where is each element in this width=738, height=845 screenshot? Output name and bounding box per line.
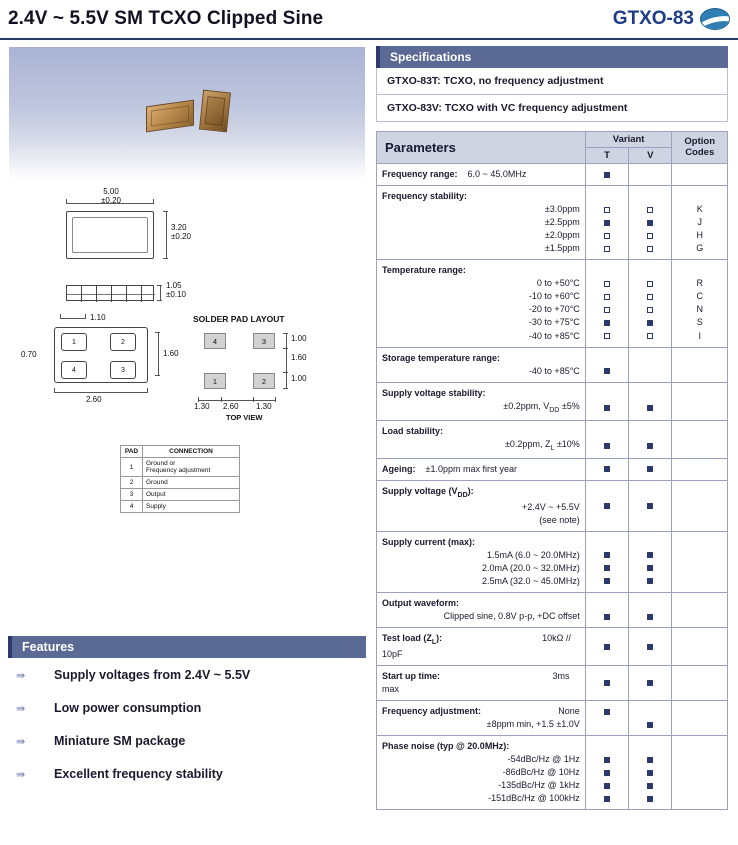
features-section: [8, 636, 366, 781]
spec-value-t: [585, 260, 628, 347]
spec-param-output-waveform: Output waveform: Clipped sine, 0.8V p-p, +DC offset: [377, 592, 586, 627]
features-list: [8, 658, 366, 781]
spec-param-ageing: Ageing: ±1.0ppm max first year: [377, 458, 586, 480]
pad-3: 3: [110, 361, 136, 379]
package-side-view: [66, 285, 154, 301]
pad-row-num: 2: [121, 477, 143, 489]
spec-option-code: [672, 347, 728, 382]
spec-param-supply-voltage: Supply voltage $(V_{DD})$: +2.4V ~ +5.5V (see note): [377, 480, 586, 531]
product-photo: [8, 46, 366, 181]
table-row: [121, 458, 240, 477]
spec-value-v: [629, 458, 672, 480]
spec-value-t: [585, 701, 628, 736]
arrow-bullet-icon: ⇛: [16, 768, 24, 781]
solder-pad-3: 3: [253, 333, 275, 349]
spec-option-code: [672, 736, 728, 810]
pad-row-num: 1: [121, 458, 143, 477]
spec-option-code: [672, 480, 728, 531]
pad-connection-table: [120, 445, 240, 513]
spec-value-v: [629, 186, 672, 260]
dim-height-tol: ±0.10: [166, 290, 186, 300]
product-chip-front: [146, 100, 194, 133]
page-header: [0, 0, 738, 40]
feature-label: Miniature SM package: [54, 734, 186, 748]
arrow-bullet-icon: ⇛: [16, 702, 24, 715]
package-bottom-view: [54, 327, 148, 383]
spec-option-code: [672, 701, 728, 736]
spec-value-t: [585, 420, 628, 458]
pad-row-conn: Ground or Frequency adjustment: [143, 458, 240, 477]
dim-sp-v3: 1.00: [291, 374, 307, 383]
spec-value-t: [585, 592, 628, 627]
spec-value-t: [585, 665, 628, 700]
spec-value-v: [629, 480, 672, 531]
spec-header-row: [377, 132, 728, 148]
table-row: [121, 501, 240, 513]
top-view-label: TOP VIEW: [226, 413, 263, 422]
table-row: [377, 186, 728, 260]
dim-width: 3.20: [171, 223, 187, 232]
table-row: [377, 260, 728, 347]
feature-label: Excellent frequency stability: [54, 767, 223, 781]
spec-value-v: [629, 627, 672, 665]
part-number: GTXO-83: [612, 8, 694, 29]
table-row: [377, 736, 728, 810]
list-item: [16, 701, 362, 715]
pad-row-conn: Ground: [143, 477, 240, 489]
spec-value-t: [585, 382, 628, 420]
spec-option-code: [672, 164, 728, 186]
spec-value-t: [585, 347, 628, 382]
spec-param-frequency-adjustment: Frequency adjustment: None ±8ppm min, +1.5 ±1.0V: [377, 701, 586, 736]
parameters-header: Parameters: [377, 132, 586, 164]
variant-header: Variant: [585, 132, 672, 148]
spec-value-t: [585, 186, 628, 260]
spec-option-code: [672, 627, 728, 665]
mechanical-drawings: [8, 187, 366, 632]
dim-sp-h2: 2.60: [223, 402, 239, 411]
dim-length-tol: ±0.20: [101, 196, 121, 206]
spec-value-v: [629, 420, 672, 458]
table-row: [377, 164, 728, 186]
table-row: [377, 665, 728, 700]
spec-param-load-stability: Load stability: ±0.2ppm, $Z_L \pm 10\%$: [377, 420, 586, 458]
feature-label: Supply voltages from 2.4V ~ 5.5V: [54, 668, 251, 682]
pad-row-conn: Output: [143, 489, 240, 501]
spec-param-supply-voltage-stability: Supply voltage stability: ±0.2ppm, $V_{DD} \pm 5\%$: [377, 382, 586, 420]
spec-value-t: [585, 531, 628, 592]
spec-option-code: [672, 531, 728, 592]
spec-value-v: [629, 347, 672, 382]
solder-pad-layout-title: SOLDER PAD LAYOUT: [193, 314, 285, 324]
spec-param-storage-temperature: Storage temperature range: -40 to +85°C: [377, 347, 586, 382]
dim-pad-left: 0.70: [21, 350, 37, 359]
dim-height: 1.05: [166, 281, 182, 290]
table-row: [121, 477, 240, 489]
spec-option-code: [672, 382, 728, 420]
arrow-bullet-icon: ⇛: [16, 735, 24, 748]
page-content: [0, 40, 738, 810]
solder-pad-1: 1: [204, 373, 226, 389]
spec-value-t: [585, 164, 628, 186]
page-title: 2.4V ~ 5.5V SM TCXO Clipped Sine: [8, 8, 324, 29]
package-top-view: [66, 211, 154, 259]
spec-param-temperature-range: Temperature range: 0 to +50°C -10 to +60°C -20 to +70°C -30 to +75°C -40 to +85°C: [377, 260, 586, 347]
spec-value-v: [629, 382, 672, 420]
spec-param-supply-current: Supply current (max): 1.5mA (6.0 ~ 20.0MHz) 2.0mA (20.0 ~ 32.0MHz) 2.5mA (32.0 ~ 45.0MHz): [377, 531, 586, 592]
spec-param-test-load: Test load $(Z_L)$: 10kΩ // 10pF: [377, 627, 586, 665]
spec-param-frequency-stability: Frequency stability: ±3.0ppm ±2.5ppm ±2.0ppm ±1.5ppm: [377, 186, 586, 260]
right-column: [376, 46, 728, 810]
option-codes-header: Option Codes: [672, 132, 728, 164]
dim-sp-v1: 1.00: [291, 334, 307, 343]
spec-note-t: GTXO-83T: TCXO, no frequency adjustment: [376, 68, 728, 95]
list-item: [16, 767, 362, 781]
connection-col-header: CONNECTION: [143, 446, 240, 458]
variant-v-header: V: [629, 148, 672, 164]
spec-value-v: [629, 592, 672, 627]
spec-value-t: [585, 458, 628, 480]
pad-col-header: PAD: [121, 446, 143, 458]
table-row: [377, 627, 728, 665]
table-row: [377, 420, 728, 458]
table-row: [121, 489, 240, 501]
table-row: [377, 701, 728, 736]
pad-2: 2: [110, 333, 136, 351]
spec-option-code: K J H G: [672, 186, 728, 260]
spec-param-start-up-time: Start up time: 3ms max: [377, 665, 586, 700]
dim-pad-width: 1.10: [90, 313, 106, 322]
spec-value-v: [629, 736, 672, 810]
spec-value-v: [629, 260, 672, 347]
table-row: [377, 382, 728, 420]
product-chip-back: [199, 90, 231, 133]
spec-value-v: [629, 531, 672, 592]
dim-width-tol: ±0.20: [171, 232, 191, 242]
dim-pitch: 2.60: [86, 395, 102, 404]
features-title: Features: [8, 636, 366, 658]
table-row: [377, 480, 728, 531]
left-column: [8, 46, 366, 810]
spec-param-frequency-range: Frequency range: 6.0 ~ 45.0MHz: [377, 164, 586, 186]
pad-row-conn: Supply: [143, 501, 240, 513]
table-row: [377, 458, 728, 480]
list-item: [16, 734, 362, 748]
dim-sp-h3: 1.30: [256, 402, 272, 411]
header-right-group: [613, 8, 730, 30]
spec-option-code: R C N S I: [672, 260, 728, 347]
pad-row-num: 4: [121, 501, 143, 513]
table-header-row: [121, 446, 240, 458]
specifications-title: Specifications: [376, 46, 728, 68]
dim-length: 5.00: [103, 187, 119, 196]
table-row: [377, 592, 728, 627]
spec-value-t: [585, 736, 628, 810]
table-row: [377, 531, 728, 592]
pad-row-num: 3: [121, 489, 143, 501]
variant-t-header: T: [585, 148, 628, 164]
dim-sp-v2: 1.60: [291, 353, 307, 362]
spec-option-code: [672, 458, 728, 480]
dim-pad-height: 1.60: [163, 349, 179, 358]
spec-note-v: GTXO-83V: TCXO with VC frequency adjustment: [376, 95, 728, 122]
spec-option-code: [672, 420, 728, 458]
spec-value-v: [629, 701, 672, 736]
spec-option-code: [672, 665, 728, 700]
pad-1: 1: [61, 333, 87, 351]
specifications-table: [376, 131, 728, 810]
table-row: [377, 347, 728, 382]
list-item: [16, 668, 362, 682]
feature-label: Low power consumption: [54, 701, 202, 715]
dim-sp-h1: 1.30: [194, 402, 210, 411]
spec-value-t: [585, 627, 628, 665]
spec-value-t: [585, 480, 628, 531]
spec-option-code: [672, 592, 728, 627]
pad-4: 4: [61, 361, 87, 379]
solder-pad-4: 4: [204, 333, 226, 349]
arrow-bullet-icon: ⇛: [16, 669, 24, 682]
spec-param-phase-noise: Phase noise (typ @ 20.0MHz): -54dBc/Hz @ 1Hz -86dBc/Hz @ 10Hz -135dBc/Hz @ 1kHz -151dBc/Hz @ 100kHz: [377, 736, 586, 810]
spec-value-v: [629, 665, 672, 700]
company-logo-icon: [700, 8, 730, 30]
solder-pad-2: 2: [253, 373, 275, 389]
spec-value-v: [629, 164, 672, 186]
